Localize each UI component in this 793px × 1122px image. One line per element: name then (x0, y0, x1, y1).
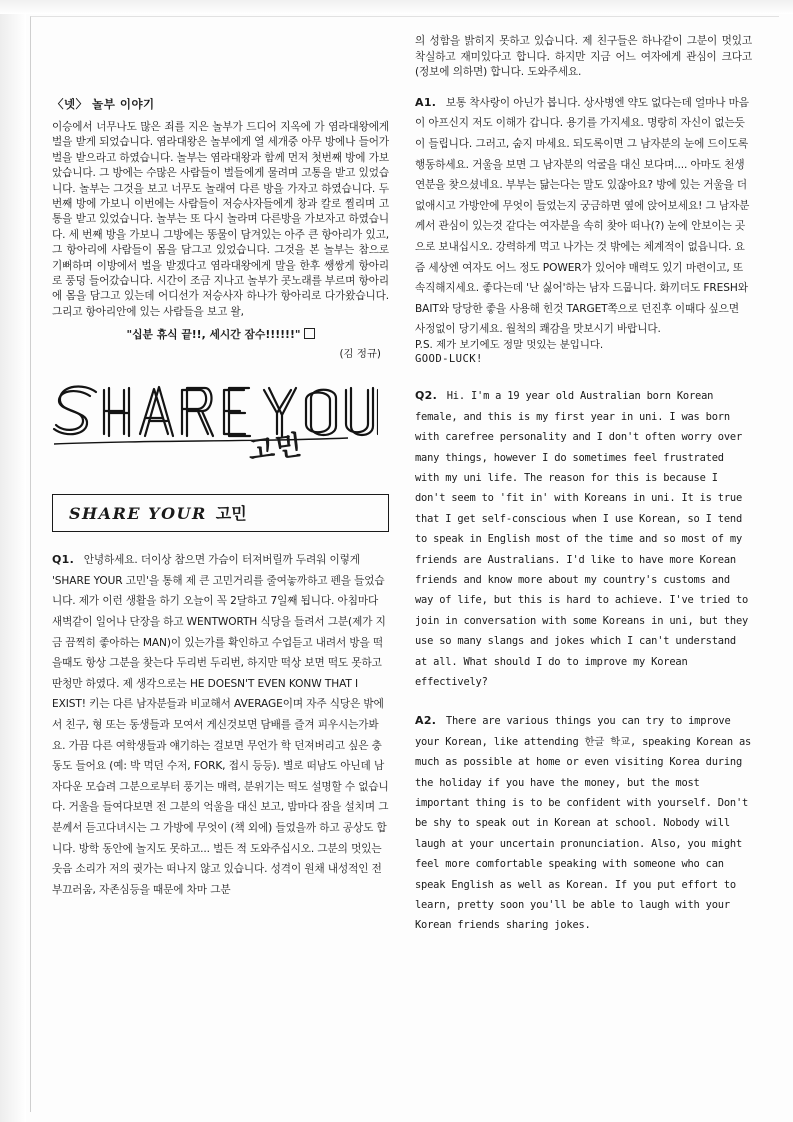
page-top-shadow (0, 0, 793, 14)
answer-1-label: A1. (415, 95, 437, 109)
right-column (415, 34, 752, 947)
article-title: 〈넷〉 놀부 이야기 (52, 97, 155, 111)
banner-korean-scribble: 고민 (246, 430, 305, 468)
share-your-lettering (48, 378, 378, 458)
question-1-block (52, 548, 389, 898)
answer-2-label: A2. (415, 714, 437, 728)
share-your-gomin-heading (52, 494, 389, 532)
question-2-label: Q2. (415, 389, 438, 403)
article-body (52, 120, 389, 320)
answer-1-postscript: P.S. 제가 보기에도 정말 멋있는 분입니다. (415, 338, 604, 351)
article-byline: (김 정규) (339, 348, 381, 361)
question-1-label: Q1. (52, 553, 75, 567)
question-1-continuation: 의 성함을 밝히지 못하고 있습니다. 제 친구들은 하나같이 그분이 멋있고 착실하고 재미있다고 합니다. 하지만 지금 어느 여자에게 관심이 크다고 (정보에 의하면) 합니다. 도와주세요. (415, 35, 752, 79)
question-2-text: Hi. I'm a 19 year old Australian born Korean female, and this is my first year in uni. I was born with carefree personality and I don't often worry over many things, however I do sometimes feel frustrated with my uni life. The reason for this is because I don't seem to 'fit in' with Koreans in uni. It is true that I get self-conscious when I use Korean, so I tend to speak in English most of the time and so most of my friends are Australians. I'd like to have more Korean friends and know more about my country's customs and way of life, but this is hard to achieve. I've tried to join in conversation with some Koreans in uni, but they use so many slangs and jokes which I can't understand at all. What should I do to improve my Korean effectively? (415, 390, 749, 688)
end-mark-icon (304, 328, 315, 339)
boxed-heading-korean: 고민 (215, 504, 247, 524)
answer-1-block (415, 91, 752, 366)
article-punchline-text: "십분 휴식 끝!!, 세시간 잠수!!!!!!" (126, 328, 301, 342)
article-body-text: 이승에서 너무나도 많은 죄를 지은 놀부가 드디어 지옥에 가 염라대왕에게 벌을 받게 되었습니다. 염라대왕은 놀부에게 열 세개중 아무 방에나 들어가 벌을 받으라고 하였습니다. 놀부는 염라대왕과 함께 먼저 첫번째 방에 가보았습니다. 그 방에는 수많은 사람들이 벌들에게 물려며 고통을 받고 있었습니다. 놀부는 그것을 보고 너무도 놀래여 다른 방을 가자고 하였습니다. 두번째 방에 가보니 이번에는 사람들이 저승사자들에게 창과 칼로 찔리며 고통을 받고 있었습니다. 놀부는 또 다시 놀라며 다른방을 가보자고 하였습니다. 세 번째 방을 가보니 그방에는 똥물이 담겨있는 아주 큰 항아리가 있고, 그 항아리에 사람들이 몸을 담그고 있었습니다. 그것을 본 놀부는 참으로 기뻐하며 이방에서 벌을 받겠다고 염라대왕에게 말을 한후 쌩쌍게 항아리로 풍덩 들어갔습니다. 시간이 조금 지나고 놀부가 콧노래를 부르며 항아리에 몸을 담그고 있는데 어디선가 저승사자 하나가 항아리로 다가왔습니다. 그리고 항아리안에 있는 사람들을 보고 왈, (52, 121, 389, 318)
page-left-shadow (0, 0, 26, 1122)
answer-1-text: 보통 착사랑이 아닌가 봅니다. 상사병엔 약도 없다는데 얼마나 마음이 아프신지 저도 이해가 갑니다. 용기를 가지세요. 명랑히 자신이 없는듯이 들립니다. 그러고, 숨지 마세요. 되도록이면 그 남자분의 눈에 드이도록 행동하세요. 거울을 보면 그 남자분의 억굴을 대신 보다며.... 아마도 천생연분을 찾으셨네요. 부부는 닮는다는 말도 있잖아요? 방에 있는 거울을 더 없애시고 가방안에 무엇이 들었는지 궁금하면 옆에 앉어보세요! 그 남자분께서 관심이 있는것 같다는 여자분을 속히 찾아 떠나(?) 눈에 안보이는 곳으로 보내십시오. 강력하게 먹고 나가는 것 밖에는 체계적이 없읍니다. 요즘 세상엔 여자도 어느 정도 POWER가 있어야 매력도 있기 마련이고, 또 속직해지세요. 좋다는데 '난 싫어'하는 남자 드뭅니다. 화끼더도 FRESH와 BAIT와 당당한 좋을 사용해 힌것 TARGET쪽으로 던진후 이때다 싶으면 사정없이 당기세요. 월척의 쾌감을 맛보시기 바랍니다. (415, 96, 750, 336)
section-banner (52, 378, 389, 486)
answer-2-text: There are various things you can try to improve your Korean, like attending 한글 학교, speaking Korean as much as possible at home or even visiting Korea during the holiday if you have the money, but the most important thing is to be confident with yourself. Don't be shy to speak out in Korean at school. Nobody will laugh at your uncertain pronunciation. Also, you might feel more comfortable speaking with someone who can speak English as well as Korean. If you put effort to learn, pretty soon you'll be able to laugh with your Korean friends sharing jokes. (415, 715, 752, 932)
answer-2-block (415, 709, 752, 933)
two-column-layout (52, 34, 752, 947)
article-punchline (52, 327, 389, 343)
left-column (52, 34, 389, 947)
question-2-block (415, 384, 752, 690)
block-gap (415, 81, 752, 91)
boxed-heading-english: SHARE YOUR (69, 504, 207, 524)
answer-1-goodluck: GOOD-LUCK! (415, 353, 483, 366)
question-1-text: 안녕하세요. 더이상 참으면 가슴이 터져버릴까 두려워 이렇게 'SHARE YOUR 고민'을 통해 제 큰 고민거리를 줄여놓까하고 펜을 들었습니다. 제가 이런 생활을 하기 오늘이 꼭 2달하고 7일째 됩니다. 아침마다 새벽같이 일어나 단장을 하고 WENTWORTH 식당을 들려서 그분(제가 지금 끔찍히 좋아하는 MAN)이 있는가를 확인하고 수업듣고 내려서 방을 떡을때도 항상 그분을 찾는다 두리번 두리번, 하지만 떡상 보면 떡도 못하고 딴청만 하였다. 제 생각으로는 HE DOESN'T EVEN KONW THAT I EXIST! 키는 다른 남자분들과 비교해서 AVERAGE이며 자주 식당은 밖에서 친구, 형 또는 동생들과 모여서 게신것보면 담배를 즐겨 피우시는가봐요. 가끔 다른 여학생들과 얘기하는 걸보면 무언가 학 던져버리고 싶은 충동도 들어요 (예: 박 먹던 수저, FORK, 접시 등등). 별로 떠남도 아닌데 남자다운 모습려 그분으로부터 풍기는 매력, 분위기는 떡도 설명할 수 없습니다. 거울을 들여다보면 전 그분의 억울을 대신 보고, 밤마다 잠을 설치며 그분께서 듣고다녀시는 그 가방에 무엇이 (책 외에) 들었을까 하고 공상도 합니다. 방학 동안에 놀지도 못하고... 벌든 적 도와주십시오. 그분의 멋있는 웃음 소리가 저의 귓가는 떠나지 않고 있습니다. 성격이 원채 내성적인 전 부끄러움, 자존심등을 때문에 차마 그분 (52, 554, 389, 896)
